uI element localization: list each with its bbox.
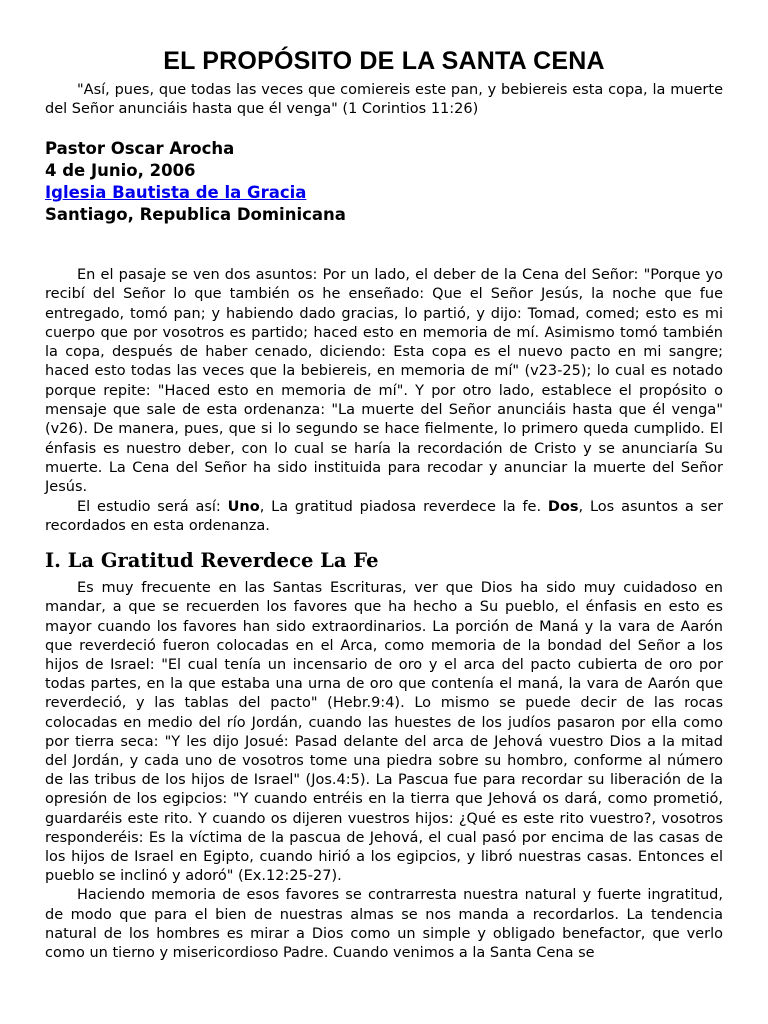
epigraph-quote: "Así, pues, que todas las veces que comiereis este pan, y bebiereis esta copa, la muerte del Señor anunciáis hasta que él venga" (1 Corintios 11:26) xyxy=(45,82,723,117)
section-paragraph: Es muy frecuente en las Santas Escrituras, ver que Dios ha sido muy cuidadoso en mandar, a que se recuerden los favores que ha hecho a Su pueblo, el énfasis en esto es mayor cuando los favores han sido extraordinarios. La porción de Maná y la vara de Aarón que reverdeció fueron colocadas en el Arca, como memoria de la bondad del Señor a los hijos de Israel: "El cual tenía un incensario de oro y el arca del pacto cubierta de oro por todas partes, en la que estaba una urna de oro que contenía el maná, la vara de Aarón que reverdeció, y las tablas del pacto" (Hebr.9:4). Lo mismo se puede decir de las rocas colocadas en medio del río Jordán, cuando las huestes de los judíos pasaron por ella como por tierra seca: "Y les dijo Josué: Pasad delante del arca de Jehová vuestro Dios a la mitad del Jordán, y cada uno de vosotros tome una piedra sobre su hombro, conforme al número de las tribus de los hijos de Israel" (Jos.4:5). La Pascua fue para recordar su liberación de la opresión de los egipcios: "Y cuando entréis en la tierra que Jehová os dará, como prometió, guardaréis este rito. Y cuando os dijeren vuestros hijos: ¿Qué es este rito vuestro?, vosotros responderéis: Es la víctima de la pascua de Jehová, el cual pasó por encima de las casas de los hijos de Israel en Egipto, cuando hirió a los egipcios, y libró nuestras casas. Entonces el pueblo se inclinó y adoró" (Ex.12:25-27). xyxy=(45,580,723,885)
sermon-date: 4 de Junio, 2006 xyxy=(45,161,196,180)
author-name: Pastor Oscar Arocha xyxy=(45,139,235,158)
document-page xyxy=(45,46,723,963)
outline-uno: Uno xyxy=(227,498,260,515)
intro-section xyxy=(45,266,723,536)
outline-end: , Los asuntos a ser recordados en esta ordenanza. xyxy=(45,498,723,534)
study-outline-paragraph xyxy=(45,498,723,537)
section-body xyxy=(45,579,723,963)
outline-mid: , La gratitud piadosa reverdece la fe. xyxy=(259,498,548,515)
church-location: Santiago, Republica Dominicana xyxy=(45,205,346,224)
outline-lead: El estudio será así: xyxy=(77,498,228,515)
intro-paragraph: En el pasaje se ven dos asuntos: Por un lado, el deber de la Cena del Señor: "Porque yo recibí del Señor lo que también os he enseñado: Que el Señor Jesús, la noche que fue entregado, tomó pan; y habiendo dado gracias, lo partió, y dijo: Tomad, comed; esto es mi cuerpo que por vosotros es partido; haced esto en memoria de mí. Asimismo tomó también la copa, después de haber cenado, diciendo: Esta copa es el nuevo pacto en mi sangre; haced esto todas las veces que la bebiereis, en memoria de mí" (v23-25); lo cual es notado porque repite: "Haced esto en memoria de mí". Y por otro lado, establece el propósito o mensaje que sale de esta ordenanza: "La muerte del Señor anunciáis hasta que él venga" (v26). De manera, pues, que si lo segundo se hace fielmente, lo primero queda cumplido. El énfasis es nuestro deber, con lo cual se haría la recordación de Cristo y se anunciaría Su muerte. La Cena del Señor ha sido instituida para recodar y anunciar la muerte del Señor Jesús. xyxy=(45,267,723,496)
page-title: EL PROPÓSITO DE LA SANTA CENA xyxy=(163,47,605,75)
church-link[interactable]: Iglesia Bautista de la Gracia xyxy=(45,183,307,202)
outline-dos: Dos xyxy=(547,498,579,515)
sermon-meta xyxy=(45,138,723,226)
section-paragraph: Haciendo memoria de esos favores se contrarresta nuestra natural y fuerte ingratitud, de modo que para el bien de nuestras almas se nos manda a recordarlos. La tendencia natural de los hombres es mirar a Dios como un simple y obligado benefactor, que verlo como un tierno y misericordioso Padre. Cuando venimos a la Santa Cena se xyxy=(45,887,723,962)
section-heading: I. La Gratitud Reverdece La Fe xyxy=(45,549,379,573)
